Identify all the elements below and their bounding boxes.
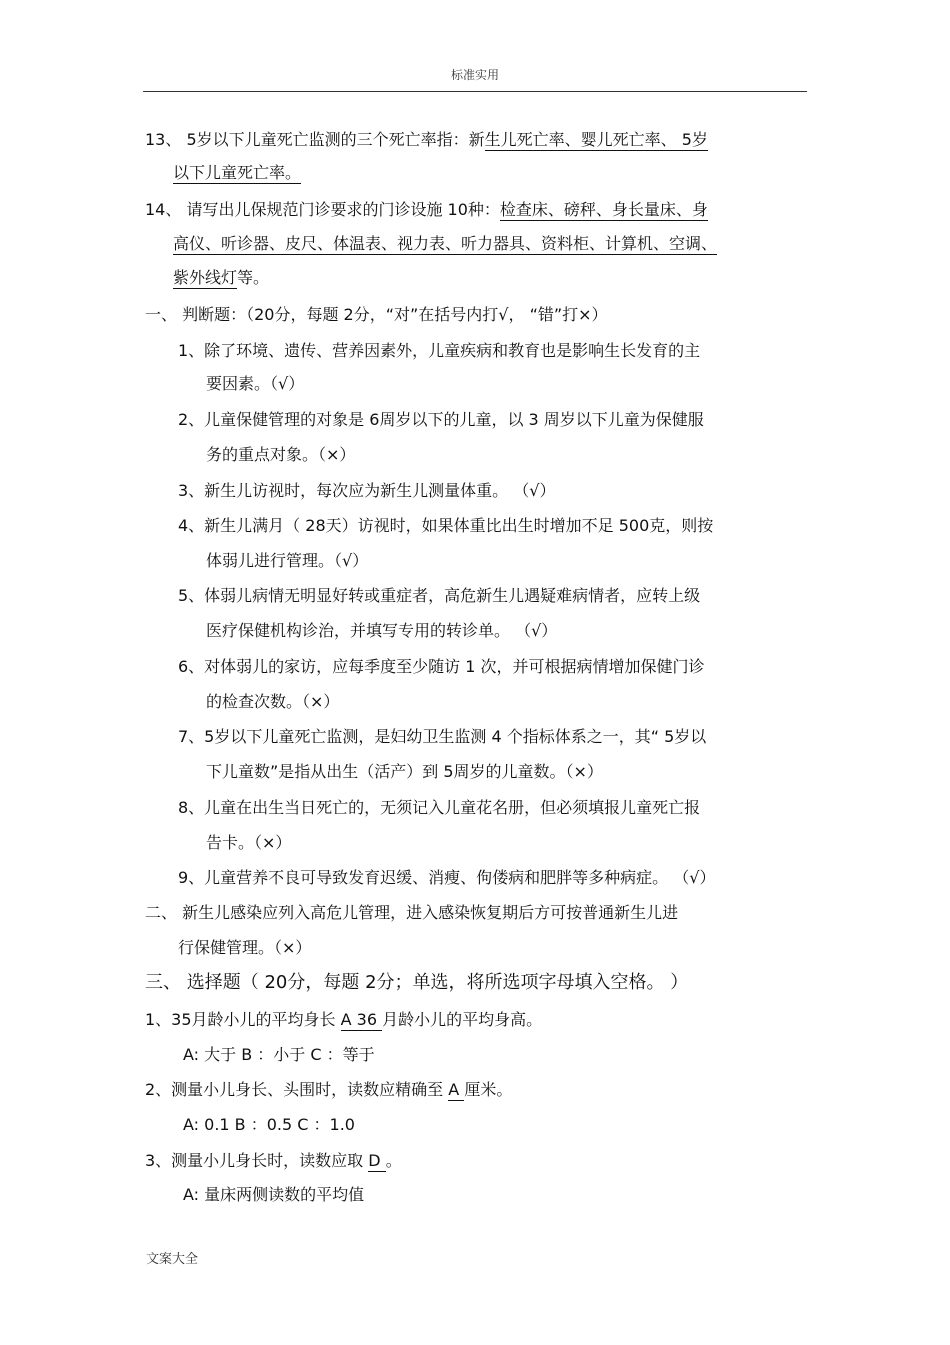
q14-answer-part1: 检查床、磅秤、身长量床、身 xyxy=(499,200,708,219)
judge-item-6-cont: 的检查次数。（×） xyxy=(206,692,340,711)
judge-item-4: 4、新生儿满月（ 28天）访视时，如果体重比出生时增加不足 500克，则按 xyxy=(178,516,714,535)
q14-line1 xyxy=(145,200,708,220)
q14-line2 xyxy=(173,234,717,254)
q14-tail: 等。 xyxy=(237,268,270,287)
judge-item-4-cont: 体弱儿进行管理。（√） xyxy=(206,551,369,570)
header-rule xyxy=(143,91,807,92)
judge-item-9: 9、儿童营养不良可导致发育迟缓、消瘦、佝偻病和肥胖等多种病症。 （√） xyxy=(178,868,716,887)
choice-q1-answer: A 36 xyxy=(340,1010,383,1029)
choice-heading: 三、 选择题（ 20分，每题 2分；单选，将所选项字母填入空格。 ） xyxy=(145,972,689,993)
judge-item-2: 2、儿童保健管理的对象是 6周岁以下的儿童，以 3 周岁以下儿童为保健服 xyxy=(178,410,704,429)
choice-q1 xyxy=(145,1010,542,1030)
judge-item-8: 8、儿童在出生当日死亡的，无须记入儿童花名册，但必须填报儿童死亡报 xyxy=(178,798,701,817)
judge-item-1-cont: 要因素。（√） xyxy=(206,374,305,393)
choice-q3-tail: 。 xyxy=(385,1151,402,1170)
judge-item-7-cont: 下儿童数”是指从出生（活产）到 5周岁的儿童数。（×） xyxy=(206,762,603,781)
judge-item-5-cont: 医疗保健机构诊治，并填写专用的转诊单。 （√） xyxy=(206,621,558,640)
choice-q1-tail: 月龄小儿的平均身高。 xyxy=(382,1010,543,1029)
choice-q1-options: A: 大于 B ：小于 C ：等于 xyxy=(183,1045,375,1064)
q13-answer-part2: 以下儿童死亡率。 xyxy=(173,163,302,182)
judge-item-2-cont: 务的重点对象。（×） xyxy=(206,445,356,464)
choice-q2-tail: 厘米。 xyxy=(464,1080,513,1099)
sec2-line1: 二、 新生儿感染应列入高危儿管理，进入感染恢复期后方可按普通新生儿进 xyxy=(145,903,679,922)
judge-item-6: 6、对体弱儿的家访，应每季度至少随访 1 次，并可根据病情增加保健门诊 xyxy=(178,657,705,676)
sec2-line2: 行保健管理。（×） xyxy=(178,938,312,957)
q14-line3 xyxy=(173,268,269,288)
choice-q2-options: A: 0.1 B ：0.5 C ：1.0 xyxy=(183,1115,355,1134)
choice-q2 xyxy=(145,1080,512,1100)
q14-answer-part3: 紫外线灯 xyxy=(173,268,238,287)
judge-item-5: 5、体弱儿病情无明显好转或重症者，高危新生儿遇疑难病情者，应转上级 xyxy=(178,586,701,605)
q14-text: 14、 请写出儿保规范门诊要求的门诊设施 10种： xyxy=(145,200,500,219)
judge-item-8-cont: 告卡。（×） xyxy=(206,833,292,852)
choice-q1-text: 1、35月龄小儿的平均身长 xyxy=(145,1010,341,1029)
q13-answer-part1: 生儿死亡率、婴儿死亡率、 5岁 xyxy=(484,130,708,149)
judge-item-3: 3、新生儿访视时，每次应为新生儿测量体重。 （√） xyxy=(178,481,556,500)
choice-q3 xyxy=(145,1151,402,1171)
q14-answer-part2: 高仪、听诊器、皮尺、体温表、视力表、听力器具、资料柜、计算机、空调、 xyxy=(173,234,718,253)
q13-line2 xyxy=(173,163,301,183)
judge-heading: 一、 判断题：（20分，每题 2分，“对”在括号内打√， “错”打×） xyxy=(145,305,608,324)
choice-q3-option-a: A: 量床两侧读数的平均值 xyxy=(183,1185,365,1204)
q13-line1 xyxy=(145,130,708,150)
choice-q2-text: 2、测量小儿身长、头围时，读数应精确至 xyxy=(145,1080,449,1099)
choice-q2-answer: A xyxy=(448,1080,465,1099)
judge-item-1: 1、除了环境、遗传、营养因素外，儿童疾病和教育也是影响生长发育的主 xyxy=(178,341,701,360)
page-footer: 文案大全 xyxy=(146,1252,199,1267)
choice-q3-answer: D xyxy=(368,1151,386,1170)
page-header: 标准实用 xyxy=(450,68,499,82)
judge-item-7: 7、5岁以下儿童死亡监测，是妇幼卫生监测 4 个指标体系之一，其“ 5岁以 xyxy=(178,727,707,746)
q13-text: 13、 5岁以下儿童死亡监测的三个死亡率指：新 xyxy=(145,130,485,149)
choice-q3-text: 3、测量小儿身长时，读数应取 xyxy=(145,1151,369,1170)
